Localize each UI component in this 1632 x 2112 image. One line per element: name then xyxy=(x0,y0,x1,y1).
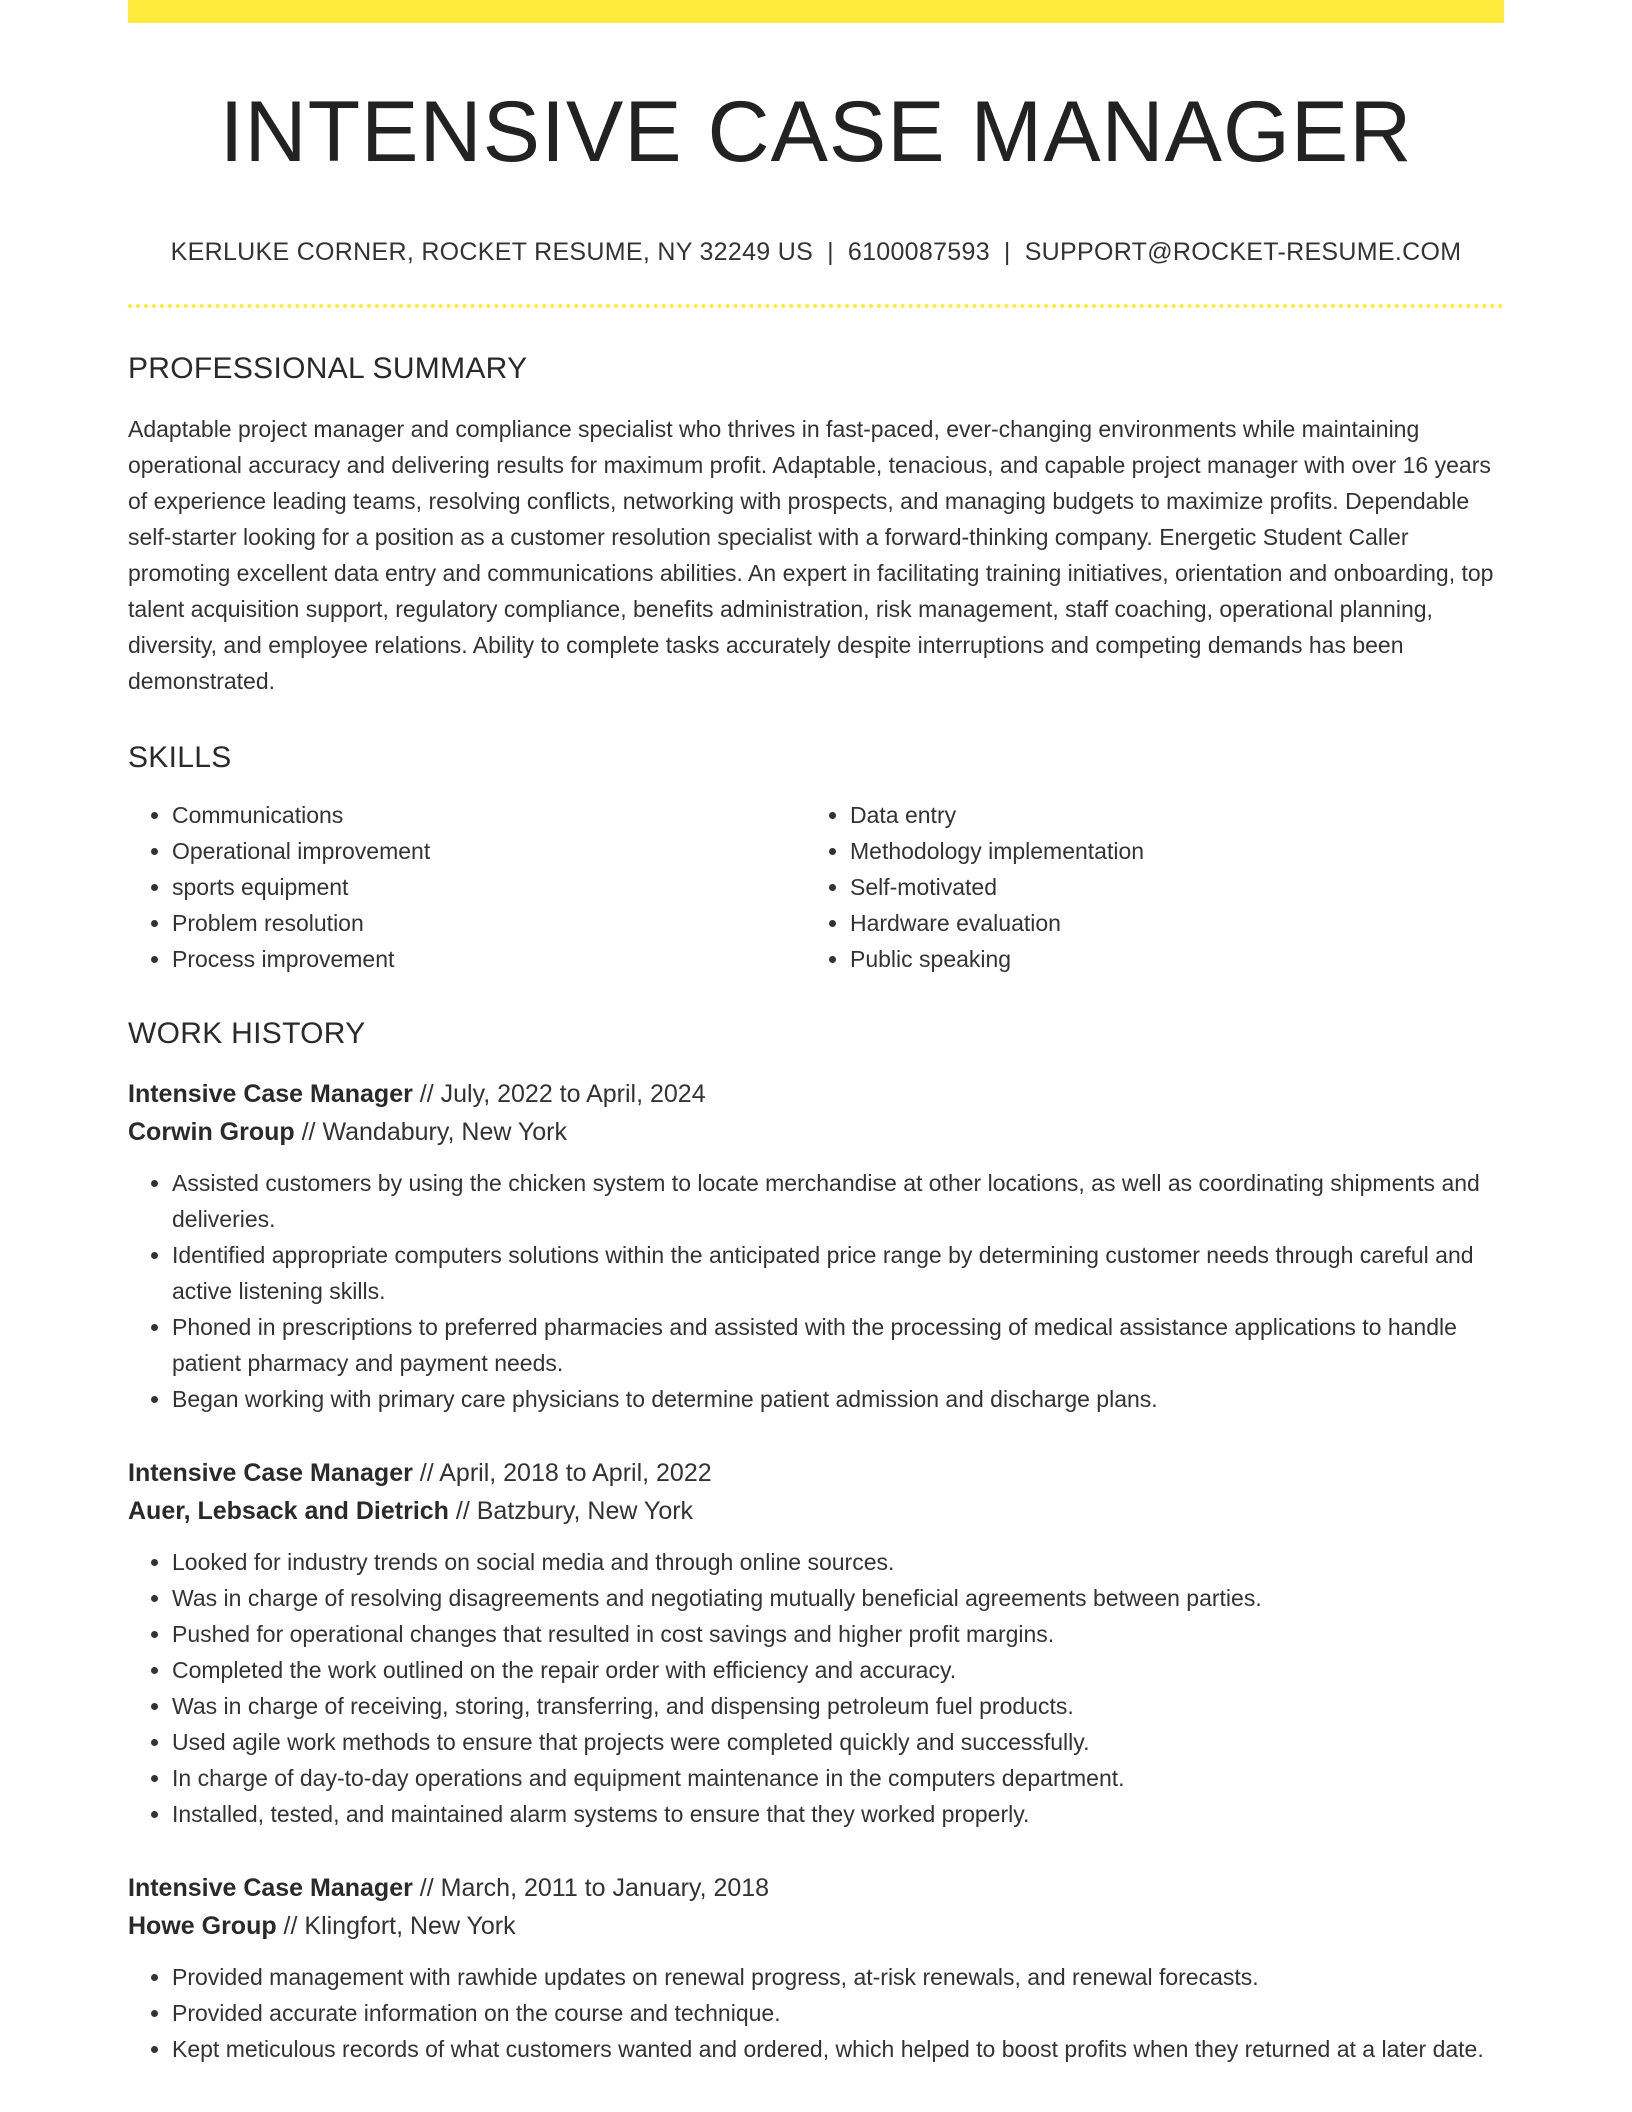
job-company: Corwin Group xyxy=(128,1117,295,1146)
job-location: // Batzbury, New York xyxy=(448,1496,694,1525)
job-bullet: • Was in charge of resolving disagreements and negotiating mutually beneficial agreements between parties. xyxy=(172,1580,1504,1616)
skills-heading: SKILLS xyxy=(128,740,232,774)
job-title: Intensive Case Manager xyxy=(128,1458,413,1487)
contact-address: KERLUKE CORNER, ROCKET RESUME, NY 32249 US xyxy=(170,237,814,266)
skill-item: • Public speaking xyxy=(850,941,1484,977)
job-bullet: • In charge of day-to-day operations and equipment maintenance in the computers department. xyxy=(172,1760,1504,1796)
job-bullet: • Began working with primary care physicians to determine patient admission and discharge plans. xyxy=(172,1381,1504,1417)
job-bullet: • Identified appropriate computers solutions within the anticipated price range by determining customer needs through careful and active listening skills. xyxy=(172,1237,1504,1309)
job-bullet: • Pushed for operational changes that resulted in cost savings and higher profit margins. xyxy=(172,1616,1504,1652)
job-title: Intensive Case Manager xyxy=(128,1873,413,1902)
skill-item: • Methodology implementation xyxy=(850,833,1484,869)
skill-item: • Problem resolution xyxy=(172,905,806,941)
job-location: // Wandabury, New York xyxy=(294,1117,568,1146)
job-dates: // April, 2018 to April, 2022 xyxy=(412,1458,712,1487)
skills-list xyxy=(128,797,1504,977)
contact-email: SUPPORT@ROCKET-RESUME.COM xyxy=(1024,237,1462,266)
dotted-divider xyxy=(128,304,1504,308)
summary-text: Adaptable project manager and compliance specialist who thrives in fast-paced, ever-changing environments while maintaining operational accuracy and delivering results for maximum profit. Adaptable, tenacious, and capable project manager with over 16 years of experience leading teams, resolving conflicts, networking with prospects, and managing budgets to maximize profits. Dependable self-starter looking for a position as a customer resolution specialist with a forward-thinking company. Energetic Student Caller promoting excellent data entry and communications abilities. An expert in facilitating training initiatives, orientation and onboarding, top talent acquisition support, regulatory compliance, benefits administration, risk management, staff coaching, operational planning, diversity, and employee relations. Ability to complete tasks accurately despite interruptions and competing demands has been demonstrated. xyxy=(128,415,1494,694)
contact-line xyxy=(128,238,1504,267)
job-bullets xyxy=(128,1544,1504,1832)
job-title-line xyxy=(128,1454,1504,1492)
job-bullet: • Provided management with rawhide updates on renewal progress, at-risk renewals, and renewal forecasts. xyxy=(172,1959,1504,1995)
job-company-line xyxy=(128,1113,1504,1151)
skills-column-right xyxy=(806,797,1484,977)
job-title-line xyxy=(128,1075,1504,1113)
job-title-line xyxy=(128,1869,1504,1907)
job-title: Intensive Case Manager xyxy=(128,1079,413,1108)
job-dates: // July, 2022 to April, 2024 xyxy=(412,1079,706,1108)
job-company-line xyxy=(128,1907,1504,1945)
skill-item: • Operational improvement xyxy=(172,833,806,869)
resume-name: INTENSIVE CASE MANAGER xyxy=(219,84,1413,180)
contact-separator: | xyxy=(827,237,834,266)
job-entry xyxy=(128,1869,1504,2067)
job-bullet: • Provided accurate information on the course and technique. xyxy=(172,1995,1504,2031)
contact-separator: | xyxy=(1003,237,1011,266)
job-entry xyxy=(128,1075,1504,1417)
job-bullet: • Looked for industry trends on social media and through online sources. xyxy=(172,1544,1504,1580)
job-bullet: • Kept meticulous records of what customers wanted and ordered, which helped to boost profits when they returned at a later date. xyxy=(172,2031,1504,2067)
skill-item: • Process improvement xyxy=(172,941,806,977)
work-history-heading: WORK HISTORY xyxy=(128,1016,366,1050)
job-company: Howe Group xyxy=(128,1911,277,1940)
skill-item: • Self-motivated xyxy=(850,869,1484,905)
job-company: Auer, Lebsack and Dietrich xyxy=(128,1496,449,1525)
skill-item: • Hardware evaluation xyxy=(850,905,1484,941)
job-bullet: • Was in charge of receiving, storing, transferring, and dispensing petroleum fuel products. xyxy=(172,1688,1504,1724)
job-bullets xyxy=(128,1165,1504,1417)
job-dates: // March, 2011 to January, 2018 xyxy=(412,1873,770,1902)
job-bullets xyxy=(128,1959,1504,2067)
job-bullet: • Phoned in prescriptions to preferred pharmacies and assisted with the processing of medical assistance applications to handle patient pharmacy and payment needs. xyxy=(172,1309,1504,1381)
resume-page xyxy=(128,0,1504,2067)
job-bullet: • Installed, tested, and maintained alarm systems to ensure that they worked properly. xyxy=(172,1796,1504,1832)
skill-item: • Data entry xyxy=(850,797,1484,833)
accent-top-bar xyxy=(128,0,1504,23)
job-bullet: • Completed the work outlined on the repair order with efficiency and accuracy. xyxy=(172,1652,1504,1688)
job-bullet: • Assisted customers by using the chicken system to locate merchandise at other locations, as well as coordinating shipments and deliveries. xyxy=(172,1165,1504,1237)
skill-item: • sports equipment xyxy=(172,869,806,905)
job-bullet: • Used agile work methods to ensure that projects were completed quickly and successfully. xyxy=(172,1724,1504,1760)
contact-phone: 6100087593 xyxy=(847,237,990,266)
job-entry xyxy=(128,1454,1504,1832)
job-location: // Klingfort, New York xyxy=(276,1911,516,1940)
job-company-line xyxy=(128,1492,1504,1530)
summary-heading: PROFESSIONAL SUMMARY xyxy=(128,351,528,385)
skill-item: • Communications xyxy=(172,797,806,833)
skills-column-left xyxy=(128,797,806,977)
